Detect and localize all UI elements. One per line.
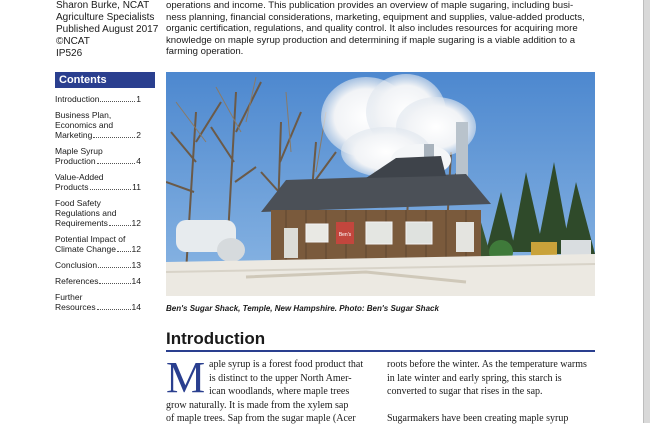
toc-leader-dots bbox=[90, 188, 132, 190]
toc-entry-text: Potential Impact of bbox=[55, 234, 126, 244]
photo-illustration bbox=[166, 72, 595, 296]
toc-entry-text: Economics and bbox=[55, 120, 114, 130]
toc-leader-dots bbox=[100, 100, 135, 102]
toc-entry-text: Marketing bbox=[55, 130, 93, 140]
toc-page-number: 12 bbox=[131, 218, 141, 228]
table-of-contents bbox=[55, 72, 155, 312]
toc-entry-text: Introduction bbox=[55, 94, 100, 104]
intro-line: operations and income. This publication provides an overview of maple sugaring, including busi- bbox=[166, 0, 574, 11]
toc-entry[interactable] bbox=[55, 172, 155, 192]
toc-page-number: 4 bbox=[136, 156, 141, 166]
toc-leader-dots bbox=[117, 250, 131, 252]
shack-sign-text: Ben's bbox=[338, 232, 352, 238]
truck bbox=[561, 240, 591, 256]
toc-leader-dots bbox=[109, 224, 131, 226]
toc-entry-text: Food Safety bbox=[55, 198, 101, 208]
toc-page-number: 13 bbox=[131, 260, 141, 270]
door bbox=[456, 222, 474, 252]
toc-entry-text: References bbox=[55, 276, 99, 286]
window bbox=[366, 222, 392, 244]
toc-entry[interactable] bbox=[55, 94, 155, 104]
toc-title: Contents bbox=[55, 72, 155, 88]
toc-entry-text: Climate Change bbox=[55, 244, 116, 254]
intro-line: organic certification, regulations, and quality control. It also includes resources for acquiring more bbox=[166, 23, 578, 34]
toc-entry[interactable] bbox=[55, 292, 155, 312]
toc-list bbox=[55, 94, 155, 312]
toc-page-number: 12 bbox=[131, 244, 141, 254]
author-role: Agriculture Specialists bbox=[56, 12, 155, 23]
toc-page-number: 2 bbox=[136, 130, 141, 140]
body-line: ican woodlands, where maple trees bbox=[209, 386, 350, 397]
intro-line: knowledge on maple syrup production and determining if maple sugaring is a viable addition to a bbox=[166, 34, 576, 46]
body-column-right bbox=[387, 358, 595, 425]
toc-page-number: 1 bbox=[136, 94, 141, 104]
toc-entry-text: Requirements bbox=[55, 218, 108, 228]
toc-page-number: 14 bbox=[131, 302, 141, 312]
toc-entry[interactable] bbox=[55, 260, 155, 270]
publication-code: IP526 bbox=[56, 48, 83, 59]
body-line: in late winter and early spring, this starch is bbox=[387, 372, 562, 384]
toc-entry-text: Further bbox=[55, 292, 83, 302]
body-line: converted to sugar that rises in the sap. bbox=[387, 386, 543, 397]
toc-entry-text: Conclusion bbox=[55, 260, 98, 270]
toc-page-number: 14 bbox=[131, 276, 141, 286]
intro-line: farming operation. bbox=[166, 46, 244, 57]
sugar-shack-photo bbox=[166, 72, 595, 296]
intro-paragraph bbox=[166, 0, 596, 58]
toc-entry[interactable] bbox=[55, 276, 155, 286]
door bbox=[284, 228, 298, 258]
body-line: is distinct to the upper North Amer- bbox=[209, 372, 352, 384]
author: Sharon Burke, NCAT bbox=[56, 0, 150, 11]
section-rule bbox=[166, 350, 595, 352]
toc-entry-text: Maple Syrup bbox=[55, 146, 103, 156]
paragraph-gap bbox=[387, 399, 595, 412]
toc-entry-text: Value-Added bbox=[55, 172, 104, 182]
body-line: aple syrup is a forest food product that bbox=[209, 359, 364, 370]
toc-entry-text: Business Plan, bbox=[55, 110, 112, 120]
body-column-left bbox=[166, 353, 374, 426]
toc-leader-dots bbox=[93, 136, 135, 138]
toc-leader-dots bbox=[97, 162, 136, 164]
toc-entry[interactable] bbox=[55, 110, 155, 140]
photo-caption: Ben's Sugar Shack, Temple, New Hampshire. Photo: Ben's Sugar Shack bbox=[166, 304, 439, 313]
body-line: of maple trees. Sap from the sugar maple (Acer bbox=[166, 413, 356, 424]
toc-entry[interactable] bbox=[55, 234, 155, 254]
toc-leader-dots bbox=[98, 266, 130, 268]
intro-line: ness planning, financial considerations, marketing, equipment and supplies, value-added products, bbox=[166, 11, 585, 23]
toc-leader-dots bbox=[97, 308, 131, 310]
section-heading: Introduction bbox=[166, 329, 266, 348]
publication-meta bbox=[56, 0, 158, 60]
toc-entry-text: Production bbox=[55, 156, 96, 166]
drop-cap: M bbox=[166, 353, 206, 402]
window bbox=[406, 222, 432, 244]
page-edge bbox=[644, 0, 650, 423]
body-line: grow naturally. It is made from the xylem sap bbox=[166, 399, 349, 411]
copyright: ©NCAT bbox=[56, 36, 90, 47]
toc-page-number: 11 bbox=[132, 182, 141, 192]
body-line: roots before the winter. As the temperature warms bbox=[387, 359, 587, 370]
toc-entry[interactable] bbox=[55, 146, 155, 166]
toc-entry-text: Resources bbox=[55, 302, 96, 312]
toc-entry-text: Regulations and bbox=[55, 208, 117, 218]
storage-tank bbox=[217, 238, 245, 262]
toc-leader-dots bbox=[99, 282, 130, 284]
body-line: Sugarmakers have been creating maple syrup bbox=[387, 412, 569, 424]
window bbox=[306, 224, 328, 242]
toc-entry[interactable] bbox=[55, 198, 155, 228]
truck bbox=[531, 242, 557, 256]
publish-date: Published August 2017 bbox=[56, 24, 159, 35]
toc-entry-text: Products bbox=[55, 182, 89, 192]
